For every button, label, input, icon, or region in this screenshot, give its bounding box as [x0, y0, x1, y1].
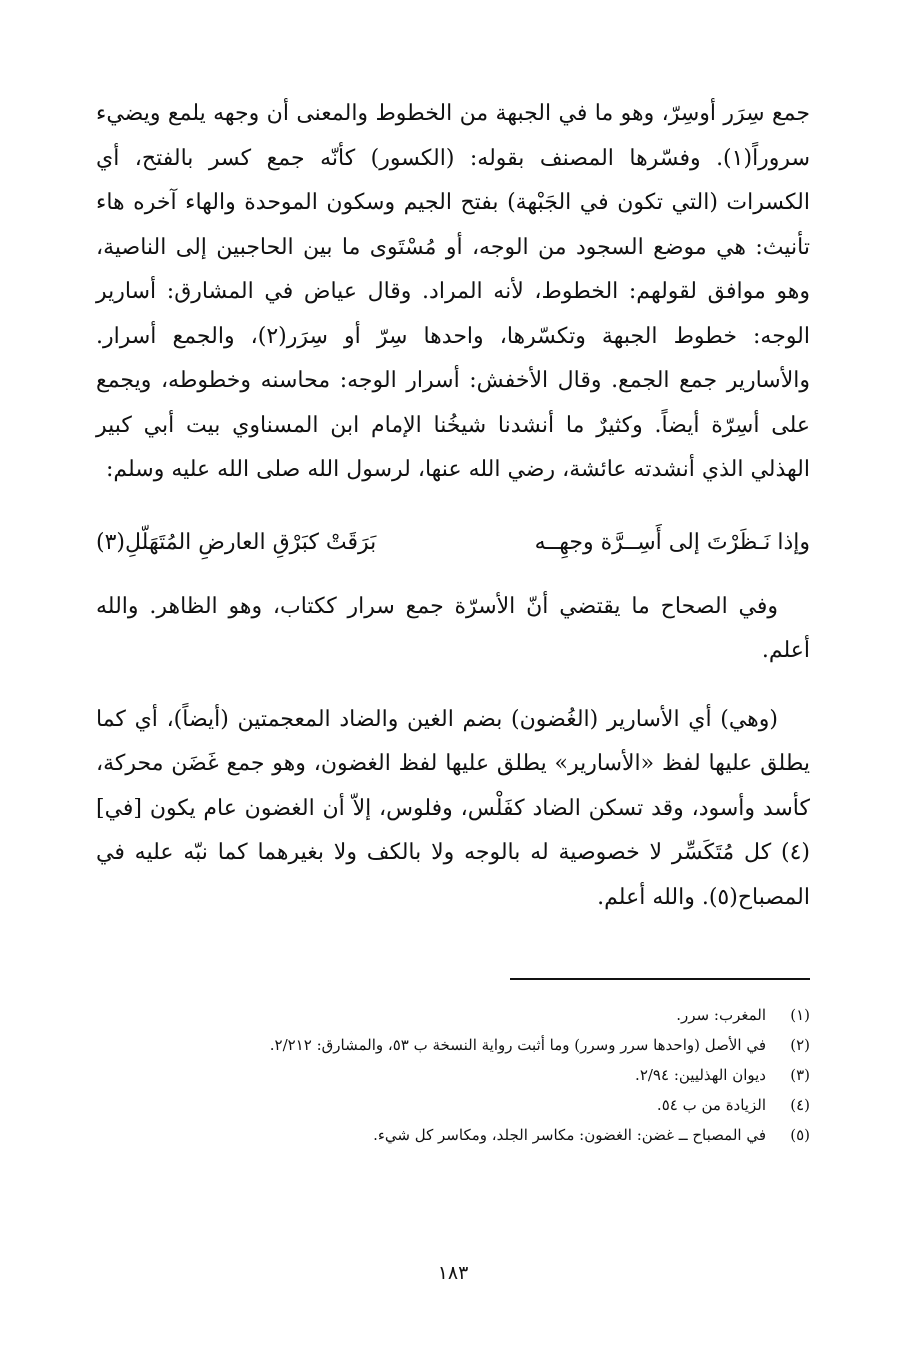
footnote-number: (٤)	[790, 1096, 810, 1114]
footnote-number: (٣)	[790, 1066, 810, 1084]
footnote-item	[96, 1120, 810, 1150]
paragraph-3: (وهي) أي الأسارير (الغُضون) بضم الغين والضاد المعجمتين (أيضاً)، أي كما يطلق عليها لفظ «الأسارير» يطلق عليها لفظ الغضون، وهو جمع غَضَن محركة، كأسد وأسود، وقد تسكن الضاد كفَلْس، وفلوس، إلاّ أن الغضون عام يكون [في](٤) كل مُتَكَسِّر لا خصوصية له بالوجه ولا بالكف ولا بغيرهما كما نبّه عليه في المصباح(٥). والله أعلم.	[96, 706, 810, 910]
footnote-text: في الأصل (واحدها سرر وسرر) وما أثبت رواية النسخة ب ٥٣، والمشارق: ٢/٢١٢.	[269, 1036, 766, 1054]
footnote-separator	[510, 978, 810, 980]
footnote-item	[96, 1060, 810, 1090]
footnotes-list	[96, 1000, 810, 1150]
paragraph-1: جمع سِرَر أوسِرّ، وهو ما في الجبهة من الخطوط والمعنى أن وجهه يلمع ويضيء سروراً(١). وفسّرها المصنف بقوله: (الكسور) كأنّه جمع كسر بالفتح، أي الكسرات (التي تكون في الجَبْهة) بفتح الجيم وسكون الموحدة والهاء آخره هاء تأنيث: هي موضع السجود من الوجه، أو مُسْتَوى ما بين الحاجبين إلى الناصية، وهو موافق لقولهم: الخطوط، لأنه المراد. وقال عياض في المشارق: أسارير الوجه: خطوط الجبهة وتكسّرها، واحدها سِرّ أو سِرَر(٢)، والجمع أسرار. والأسارير جمع الجمع. وقال الأخفش: أسرار الوجه: محاسنه وخطوطه، ويجمع على أسِرّة أيضاً. وكثيرٌ ما أنشدنا شيخُنا الإمام ابن المسناوي بيت أبي كبير الهذلي الذي أنشدته عائشة، رضي الله عنها، لرسول الله صلى الله عليه وسلم:	[96, 101, 811, 482]
footnote-item	[96, 1090, 810, 1120]
footnote-text: ديوان الهذليين: ٢/٩٤.	[635, 1066, 766, 1084]
footnote-text: المغرب: سرر.	[676, 1006, 766, 1024]
poetry-verse	[96, 521, 810, 565]
footnote-number: (١)	[790, 1006, 810, 1024]
page-body	[96, 92, 810, 1308]
footnote-text: في المصباح ــ غضن: الغضون: مكاسر الجلد، ومكاسر كل شيء.	[373, 1126, 766, 1144]
footnote-item	[96, 1030, 810, 1060]
verse-second-hemistich: بَرَقَتْ كبَرْقِ العارضِ المُتَهَلّلِ(٣)	[96, 529, 377, 555]
footnote-text: الزيادة من ب ٥٤.	[656, 1096, 766, 1114]
footnote-item	[96, 1000, 810, 1030]
paragraph-2: وفي الصحاح ما يقتضي أنّ الأسرّة جمع سرار ككتاب، وهو الظاهر. والله أعلم.	[96, 593, 810, 663]
footnote-number: (٥)	[790, 1126, 810, 1144]
footnote-number: (٢)	[790, 1036, 810, 1054]
page-number: ١٨٣	[437, 1262, 469, 1284]
verse-first-hemistich: وإذا نَـظَرْتَ إلى أَسِــرَّة وجهِــه	[534, 529, 810, 555]
